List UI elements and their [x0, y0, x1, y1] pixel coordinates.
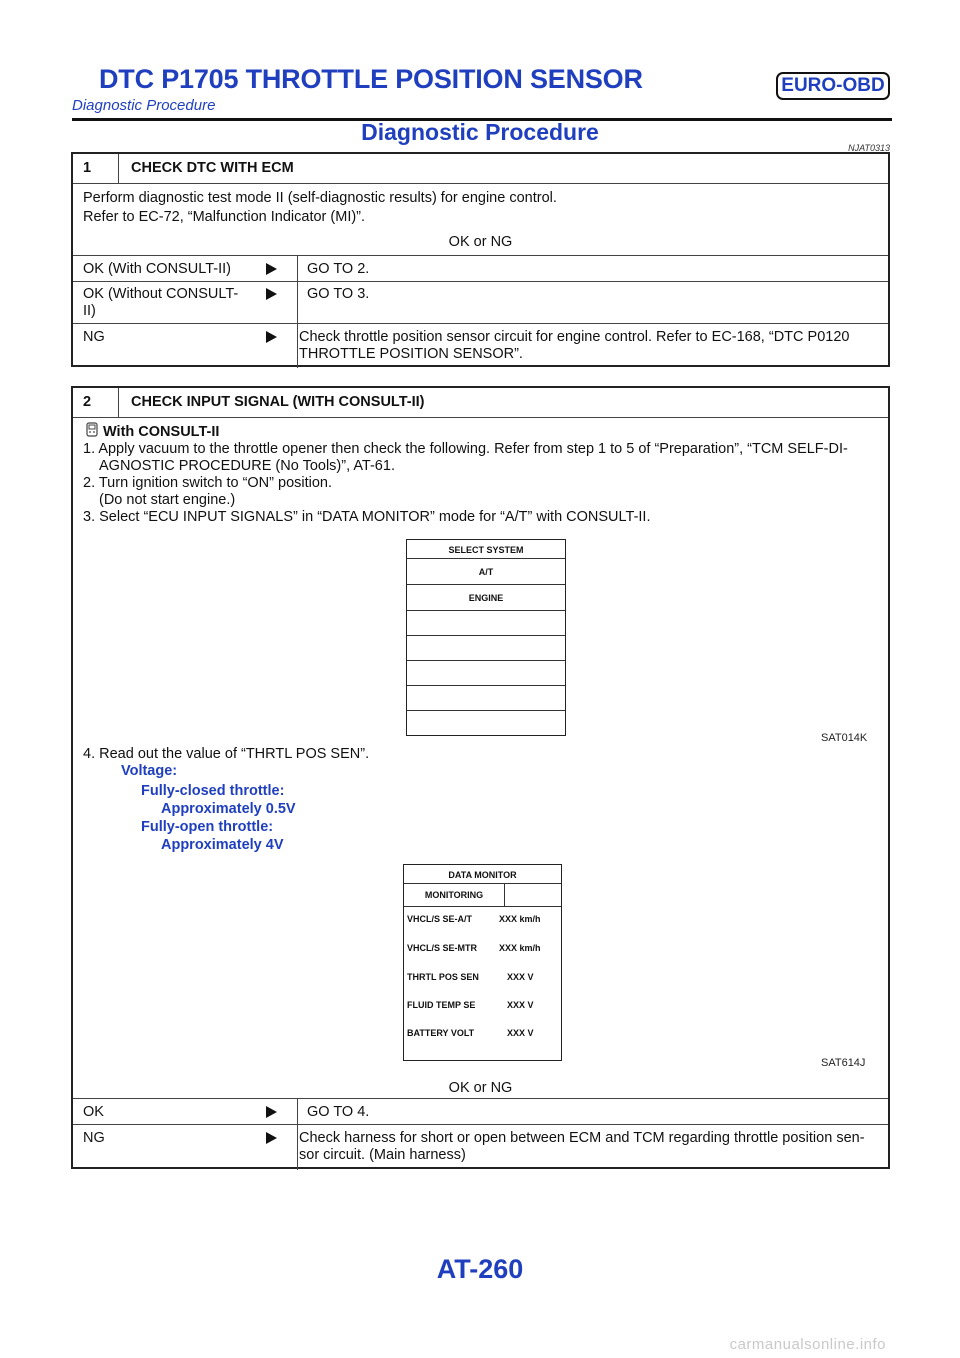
step-2-table	[71, 386, 890, 1169]
outcome-condition: OK (Without CONSULT-	[83, 286, 239, 302]
outcome-condition: OK (With CONSULT-II)	[83, 261, 231, 277]
monitoring-label: MONITORING	[424, 890, 484, 900]
outcome-action: GO TO 2.	[307, 261, 370, 277]
step-2-header: CHECK INPUT SIGNAL (WITH CONSULT-II)	[131, 394, 425, 410]
section-title: Diagnostic Procedure	[361, 119, 599, 145]
instruction-line: (Do not start engine.)	[99, 492, 236, 508]
arrow-right-icon	[266, 1106, 277, 1122]
consult-tester-icon	[83, 422, 101, 442]
step-1-body	[73, 183, 888, 256]
outcome-action: Check throttle position sensor circuit for engine control. Refer to EC-168, “DTC P0120	[299, 329, 850, 345]
step-2-result-label: OK or NG	[448, 1080, 513, 1096]
arrow-right-icon	[266, 1132, 277, 1148]
arrow-right-icon	[266, 288, 277, 304]
step-2-outcome-row	[73, 1098, 888, 1125]
spec-open-label: Fully-open throttle:	[141, 819, 274, 835]
arrow-right-icon	[266, 263, 277, 279]
euro-obd-badge: EURO-OBD	[776, 72, 890, 100]
spec-open-value: Approximately 4V	[161, 837, 284, 853]
outcome-action: GO TO 4.	[307, 1104, 370, 1120]
outcome-condition: II)	[83, 303, 96, 319]
step-1-number: 1	[83, 160, 92, 176]
outcome-condition: NG	[83, 1130, 105, 1146]
arrow-right-icon	[266, 331, 277, 347]
outcome-condition: NG	[83, 329, 105, 345]
outcome-action: Check harness for short or open between ECM and TCM regarding throttle position sen-	[299, 1130, 865, 1146]
step-1-outcome-row	[73, 323, 888, 368]
outcome-action: sor circuit. (Main harness)	[299, 1147, 466, 1163]
step-2-body	[73, 417, 888, 1099]
step-1-outcome-row	[73, 255, 888, 282]
step-1-body-line: Refer to EC-72, “Malfunction Indicator (MI)”.	[83, 209, 366, 225]
with-consult-label: With CONSULT-II	[103, 424, 220, 440]
monitoring-row	[404, 883, 561, 907]
spec-closed-value: Approximately 0.5V	[161, 801, 296, 817]
page-header-subtitle: Diagnostic Procedure	[72, 97, 216, 114]
outcome-condition: OK	[83, 1104, 104, 1120]
step-2-number: 2	[83, 394, 92, 410]
instruction-line: 2. Turn ignition switch to “ON” position.	[83, 475, 333, 491]
step-1-body-line: Perform diagnostic test mode II (self-diagnostic results) for engine control.	[83, 190, 557, 206]
instruction-line: 3. Select “ECU INPUT SIGNALS” in “DATA MONITOR” mode for “A/T” with CONSULT-II.	[83, 509, 651, 525]
spec-closed-label: Fully-closed throttle:	[141, 783, 285, 799]
screen-title: DATA MONITOR	[448, 870, 517, 880]
select-system-screen	[406, 539, 566, 736]
step-4-instruction: 4. Read out the value of “THRTL POS SEN”.	[83, 746, 370, 762]
step-1-table	[71, 152, 890, 367]
outcome-action: THROTTLE POSITION SENSOR”.	[299, 346, 523, 362]
figure-id: SAT014K	[821, 732, 868, 744]
watermark: carmanualsonline.info	[729, 1336, 886, 1353]
outcome-action: GO TO 3.	[307, 286, 370, 302]
page-header-title: DTC P1705 THROTTLE POSITION SENSOR	[99, 64, 643, 94]
page-number: AT-260	[436, 1254, 524, 1284]
section-code: NJAT0313	[848, 143, 890, 153]
figure-id: SAT614J	[821, 1057, 866, 1069]
step-1-header: CHECK DTC WITH ECM	[131, 160, 294, 176]
step-1-outcome-row	[73, 281, 888, 324]
step-1-result-label: OK or NG	[448, 234, 513, 250]
screen-item: A/T	[407, 558, 565, 585]
step-1-header-row	[73, 154, 888, 183]
instruction-line: 1. Apply vacuum to the throttle opener then check the following. Refer from step 1 to 5 of “Preparation”, “TCM SELF-DI-	[83, 441, 848, 457]
screen-item: ENGINE	[407, 584, 565, 611]
step-2-header-row	[73, 388, 888, 417]
spec-voltage: Voltage:	[121, 763, 178, 779]
instruction-line: AGNOSTIC PROCEDURE (No Tools)”, AT-61.	[99, 458, 395, 474]
step-2-outcome-row	[73, 1124, 888, 1170]
screen-title: SELECT SYSTEM	[448, 545, 524, 555]
data-monitor-screen: DATA MONITOR MONITORING VHCL/S SE-A/T XXX km/h VHCL/S SE-MTR XXX km/h THRTL POS SEN XXX V FLUID TEMP SE XXX V BATTERY VOLT XXX V	[403, 864, 562, 1061]
